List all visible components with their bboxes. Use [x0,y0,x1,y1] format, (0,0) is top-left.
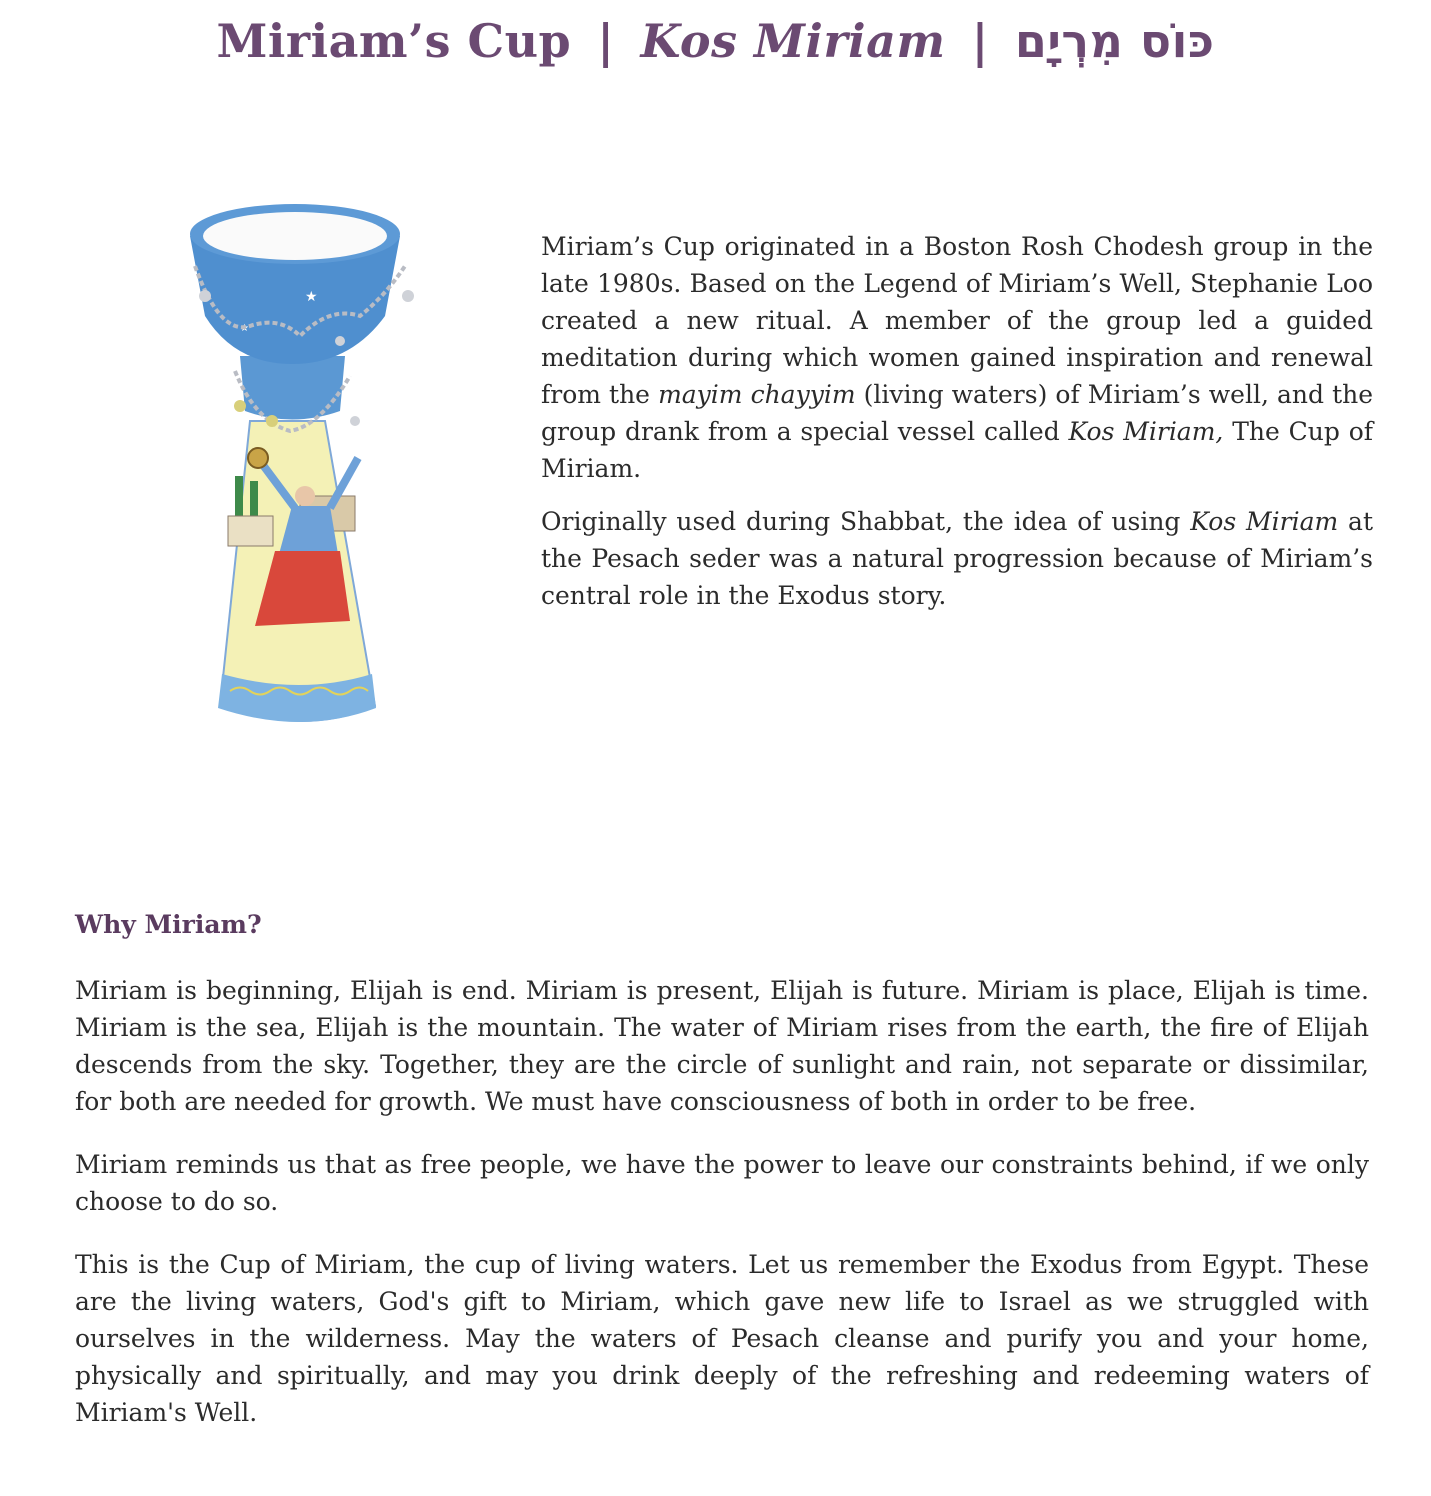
intro-p1-part-a: Miriam’s Cup originated in a Boston Rosh Chodesh group in the late 1980s. Based on the Legend of Miriam’s Well, Stephanie Loo created a new ritual. A member of the group led a guided meditation during which women gained inspiration and renewal from the [541,232,1373,409]
why-paragraph-2: Miriam reminds us that as free people, we have the power to leave our constraints behind, if we only choose to do so. [75,1150,1369,1216]
why-miriam-body [75,972,1369,1457]
intro-text [541,228,1373,630]
intro-p1-mayim-chayyim: mayim chayyim [658,380,856,409]
why-paragraph-1: Miriam is beginning, Elijah is end. Miriam is present, Elijah is future. Miriam is place, Elijah is time. Miriam is the sea, Elijah is the mountain. The water of Miriam rises from the earth, the fire of Elijah descends from the sky. Together, they are the circle of sunlight and rain, not separate or dissimilar, for both are needed for growth. We must have consciousness of both in order to be free. [75,976,1369,1116]
intro-p2-kos-miriam: Kos Miriam [1190,507,1339,536]
intro-p1-kos-miriam: Kos Miriam, [1068,417,1224,446]
why-miriam-heading: Why Miriam? [75,910,262,939]
intro-p1-part-b: (living waters) of Miriam’s well, and the group drank from a special vessel called [541,380,1374,446]
intro-p2-part-b: at the Pesach seder was a natural progression because of Miriam’s central role in the Exodus story. [541,507,1373,610]
intro-paragraph-2 [541,503,1373,614]
title-separator-1: | [597,14,615,68]
title-separator-2: | [971,14,989,68]
title-transliteration: Kos Miriam [640,14,946,68]
title-english: Miriam’s Cup [216,14,572,68]
cup-inside [203,212,387,260]
svg-text:★: ★ [240,323,249,334]
page-title [0,14,1431,68]
intro-paragraph-1 [541,228,1373,487]
intro-p1-part-c: The Cup of Miriam. [541,417,1373,483]
intro-p2-part-a: Originally used during Shabbat, the idea of using [541,507,1191,536]
why-paragraph-3: This is the Cup of Miriam, the cup of living waters. Let us remember the Exodus from Egypt. These are the living waters, God's gift to Miriam, which gave new life to Israel as we struggled with ourselves in the wilderness. May the waters of Pesach cleanse and purify you and your home, physically and spiritually, and may you drink deeply of the refreshing and redeeming waters of Miriam's Well. [75,1250,1369,1427]
svg-text:★: ★ [305,289,318,305]
title-hebrew: כּוֹס מִרְיָם [1014,14,1215,68]
tambourine [248,448,268,468]
miriams-cup-image [180,196,430,736]
figure-head [295,486,315,506]
